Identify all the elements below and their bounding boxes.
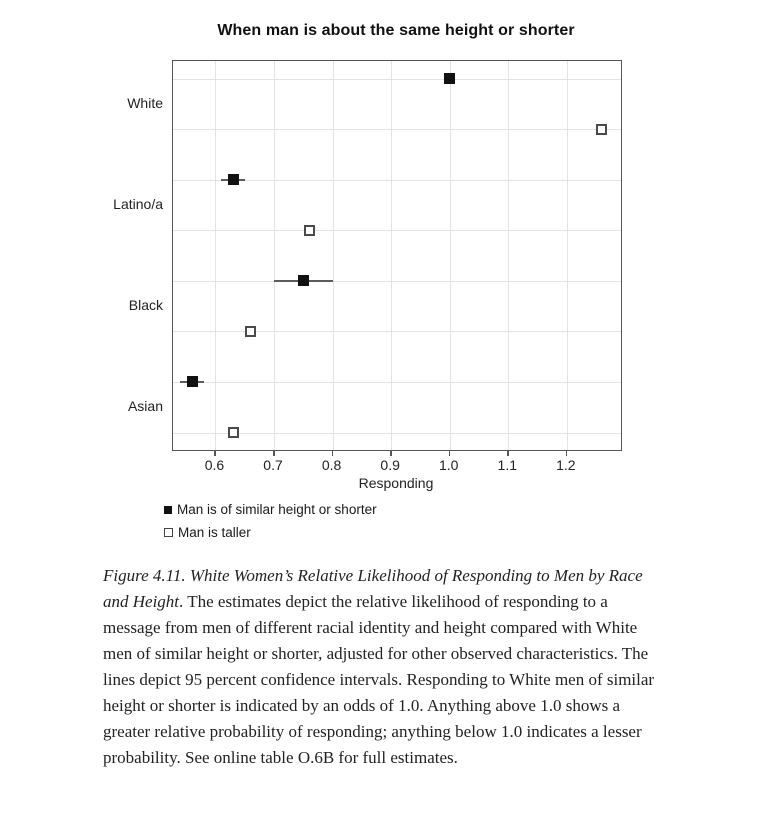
- gridline-vertical: [274, 61, 275, 450]
- x-tick-label: 0.6: [204, 457, 225, 473]
- gridline-vertical: [508, 61, 509, 450]
- gridline-horizontal: [173, 79, 621, 80]
- gridline-vertical: [450, 61, 451, 450]
- figure-caption: [103, 563, 668, 771]
- x-axis-tick: [214, 450, 216, 456]
- figure-caption-title: Figure 4.11. White Women’s Relative Likelihood of Responding to Men by Race and Height: [103, 566, 643, 611]
- y-category-label: Black: [128, 297, 163, 314]
- data-point-open-square: [304, 225, 315, 236]
- y-category-label: Asian: [127, 398, 163, 415]
- gridline-vertical: [333, 61, 334, 450]
- legend-item-taller: [164, 521, 377, 544]
- gridline-vertical: [391, 61, 392, 450]
- y-category-label: White: [127, 94, 163, 111]
- x-axis-tick: [390, 450, 392, 456]
- gridline-horizontal: [173, 433, 621, 434]
- gridline-horizontal: [173, 281, 621, 282]
- gridline-horizontal: [173, 230, 621, 231]
- data-point-open-square: [596, 124, 607, 135]
- x-axis-tick: [449, 450, 451, 456]
- x-axis-tick: [507, 450, 509, 456]
- data-point-open-square: [245, 326, 256, 337]
- x-tick-label: 0.8: [321, 457, 342, 473]
- filled-square-marker-icon: [164, 506, 172, 514]
- figure-caption-body: . The estimates depict the relative likelihood of responding to a message from men of different racial identity and height compared with White men of similar height or shorter, adjusted for other observed characteristics. The lines depict 95 percent confidence intervals. Responding to White men of similar height or shorter is indicated by an odds of 1.0. Anything above 1.0 shows a greater relative probability of responding; anything below 1.0 indicates a lesser probability. See online table O.6B for full estimates.: [103, 592, 655, 767]
- gridline-horizontal: [173, 129, 621, 130]
- legend: [164, 498, 377, 544]
- legend-item-similar-height: [164, 498, 377, 521]
- open-square-marker-icon: [164, 528, 173, 537]
- data-point-filled-square: [444, 73, 455, 84]
- gridline-horizontal: [173, 382, 621, 383]
- data-point-filled-square: [187, 376, 198, 387]
- gridline-vertical: [215, 61, 216, 450]
- x-tick-label: 1.2: [556, 457, 576, 473]
- chart-title: When man is about the same height or shorter: [217, 22, 575, 39]
- data-point-open-square: [228, 427, 239, 438]
- y-category-label: Latino/a: [113, 195, 163, 212]
- x-tick-label: 0.7: [263, 457, 283, 473]
- gridline-vertical: [567, 61, 568, 450]
- x-tick-label: 0.9: [380, 457, 400, 473]
- x-tick-label: 1.0: [438, 457, 459, 473]
- x-axis-label: Responding: [358, 475, 434, 491]
- x-axis-tick: [332, 450, 334, 456]
- gridline-horizontal: [173, 331, 621, 332]
- legend-label: Man is taller: [178, 525, 251, 540]
- legend-label: Man is of similar height or shorter: [177, 502, 377, 517]
- plot-area: [172, 60, 622, 451]
- data-point-filled-square: [298, 275, 309, 286]
- x-axis-tick: [566, 450, 568, 456]
- x-axis-tick: [273, 450, 275, 456]
- x-tick-label: 1.1: [497, 457, 517, 473]
- data-point-filled-square: [228, 174, 239, 185]
